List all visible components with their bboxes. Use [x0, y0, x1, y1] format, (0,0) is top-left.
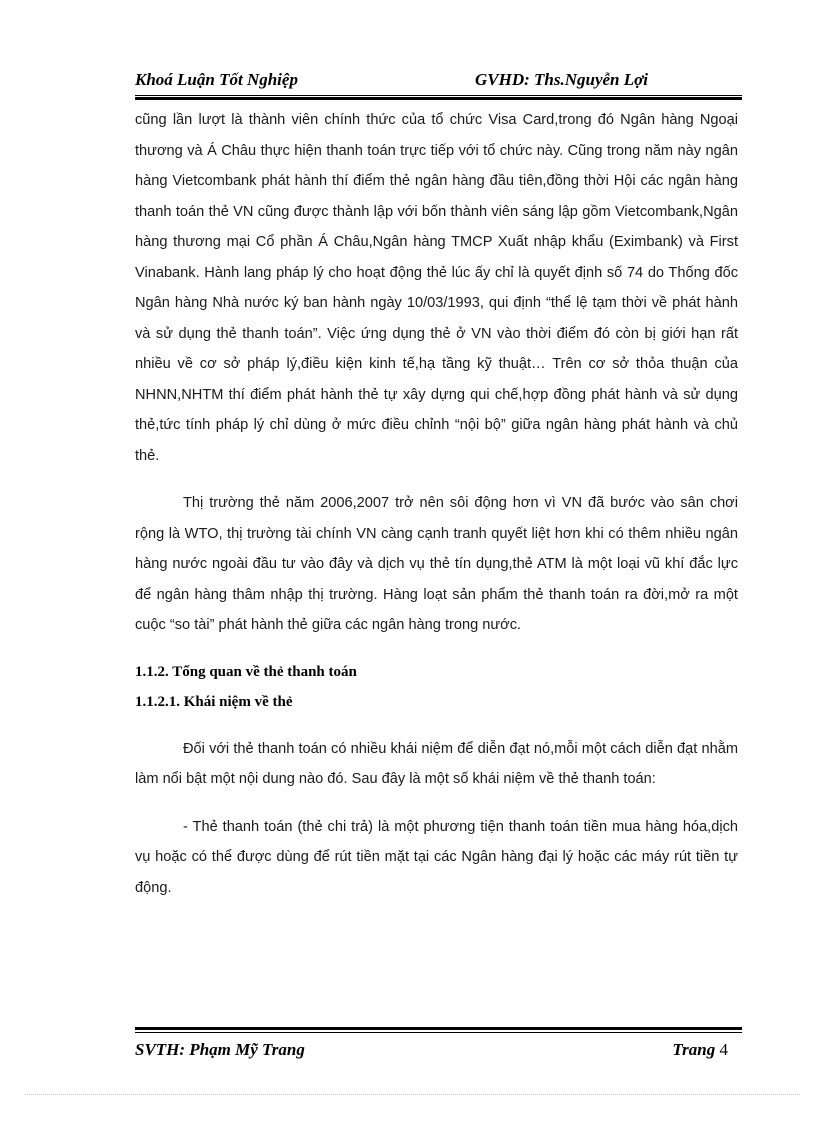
header-rule-thick — [135, 97, 742, 100]
header-rule-thin — [135, 95, 742, 96]
page-label: Trang — [672, 1040, 716, 1059]
footer-rule-thick — [135, 1027, 742, 1030]
paragraph-1: cũng lần lượt là thành viên chính thức của tổ chức Visa Card,trong đó Ngân hàng Ngoại thương và Á Châu thực hiện thanh toán trực tiếp với tổ chức này. Cũng trong năm này ngân hàng Vietcombank phát hành thí điểm thẻ ngân hàng đầu tiên,đồng thời Hội các ngân hàng thanh toán thẻ VN cũng được thành lập với bốn thành viên sáng lập gồm Vietcombank,Ngân hàng thương mại Cổ phần Á Châu,Ngân hàng TMCP Xuất nhập khẩu (Eximbank) và First Vinabank. Hành lang pháp lý cho hoạt động thẻ lúc ấy chỉ là quyết định số 74 do Thống đốc Ngân hàng Nhà nước ký ban hành ngày 10/03/1993, qui định “thể lệ tạm thời về phát hành và sử dụng thẻ thanh toán”. Việc ứng dụng thẻ ở VN vào thời điểm đó còn bị giới hạn rất nhiều về cơ sở pháp lý,điều kiện kinh tế,hạ tầng kỹ thuật… Trên cơ sở thỏa thuận của NHNN,NHTM thí điểm phát hành thẻ tự xây dựng qui chế,hợp đồng phát hành và sử dụng thẻ,tức tính pháp lý chỉ dùng ở mức điều chỉnh “nội bộ” giữa ngân hàng phát hành và chủ thẻ. — [135, 112, 738, 464]
body-text — [135, 105, 738, 903]
thesis-title: Khoá Luận Tốt Nghiệp — [135, 70, 298, 89]
subsection-heading: 1.1.2.1. Khái niệm về thẻ — [135, 693, 293, 710]
page-break-line — [25, 1094, 800, 1095]
paragraph-4: - Thẻ thanh toán (thẻ chi trả) là một phương tiện thanh toán tiền mua hàng hóa,dịch vụ hoặc có thể được dùng để rút tiền mặt tại các Ngân hàng đại lý hoặc các máy rút tiền tự động. — [135, 818, 738, 896]
page-number: 4 — [719, 1040, 728, 1059]
page-header — [135, 70, 742, 92]
paragraph-2: Thị trường thẻ năm 2006,2007 trở nên sôi động hơn vì VN đã bước vào sân chơi rộng là WTO, thị trường tài chính VN càng cạnh tranh quyết liệt hơn khi có thêm nhiều ngân hàng nước ngoài đầu tư vào đây và dịch vụ thẻ tín dụng,thẻ ATM là một loại vũ khí đắc lực để ngân hàng thâm nhập thị trường. Hàng loạt sản phẩm thẻ thanh toán ra đời,mở ra một cuộc “so tài” phát hành thẻ giữa các ngân hàng trong nước. — [135, 495, 738, 633]
paragraph-3: Đối với thẻ thanh toán có nhiều khái niệm để diễn đạt nó,mỗi một cách diễn đạt nhằm làm nổi bật một nội dung nào đó. Sau đây là một số khái niệm về thẻ thanh toán: — [135, 740, 738, 787]
section-heading: 1.1.2. Tổng quan về thẻ thanh toán — [135, 663, 357, 680]
advisor-name: GVHD: Ths.Nguyễn Lợi — [475, 70, 648, 89]
student-name: SVTH: Phạm Mỹ Trang — [135, 1040, 305, 1059]
page-indicator — [672, 1040, 728, 1060]
footer-rule-thin — [135, 1032, 742, 1033]
page-footer — [135, 1040, 742, 1062]
